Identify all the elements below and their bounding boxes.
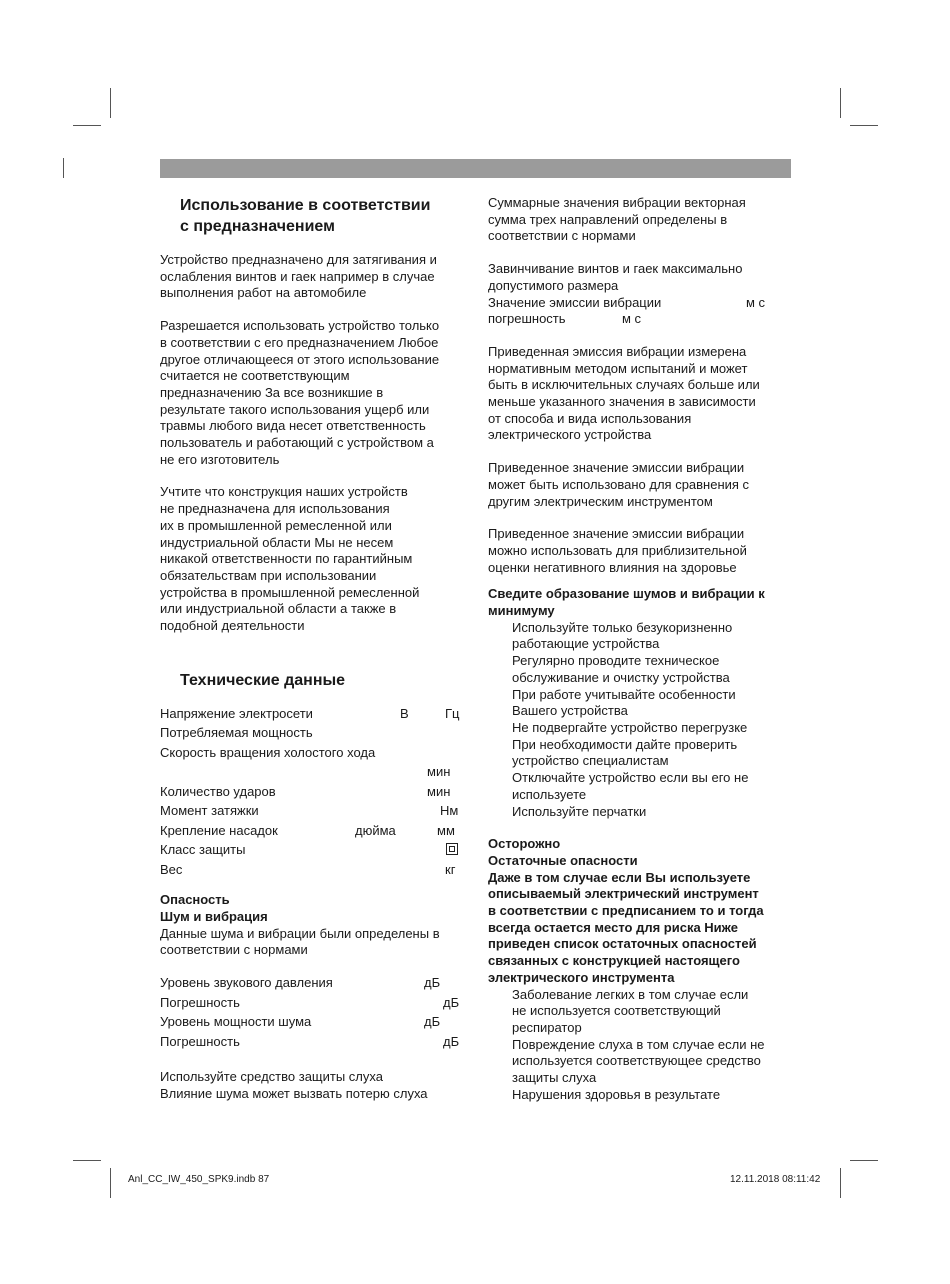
vibration-measurement-note: Приведенная эмиссия вибрации измерена нормативным методом испытаний и может быть в исключительных случаях больше или меньше указанного значения в зависимости от способа и вида использования электрического устройства: [488, 343, 760, 443]
list-item: работающие устройства: [512, 636, 660, 652]
paragraph-industrial-use: Учтите что конструкция наших устройств не предназначена для использования их в промышленной ремесленной или индустриальной области Мы не несем никакой ответственности по гарантийным обязательствам при использовании устройства в промышленной ремесленной или индустриальной области а также в подобной деятельности: [160, 484, 420, 634]
table-row: мин: [427, 764, 451, 780]
table-row: Скорость вращения холостого хода: [160, 744, 376, 760]
list-item: При работе учитывайте особенности: [512, 686, 736, 702]
footer-timestamp: 12.11.2018 08:11:42: [730, 1174, 821, 1185]
list-item: Используйте перчатки: [512, 803, 647, 819]
list-item: защиты слуха: [512, 1070, 597, 1086]
vibration-values: Завинчивание винтов и гаек максимально допустимого размера Значение эмиссии вибрации м с погрешность м с: [488, 261, 766, 327]
vibration-comparison-note: Приведенное значение эмиссии вибрации может быть использовано для сравнения с другим электрическим инструментом: [488, 460, 750, 509]
list-item: не используется соответствующий: [512, 1003, 721, 1019]
list-item: Заболевание легких в том случае если: [512, 986, 749, 1002]
minimize-heading: Сведите образование шумов и вибрации к минимуму: [488, 586, 765, 619]
table-row: Уровень мощности шума дБ: [160, 1014, 441, 1030]
list-item: При необходимости дайте проверить: [512, 736, 738, 752]
list-item: используется соответствующее средство: [512, 1053, 761, 1069]
table-row: Количество ударов мин: [160, 783, 451, 799]
list-item: обслуживание и очистку устройства: [512, 669, 730, 685]
table-row: Крепление насадок дюйма мм: [160, 822, 455, 838]
crop-mark: [840, 88, 841, 118]
table-row: Погрешность дБ: [160, 1033, 460, 1049]
table-row: Вес кг: [160, 861, 456, 877]
paragraph-permitted-use: Разрешается использовать устройство только в соответствии с его предназначением Любое другое отличающееся от этого использование считается не соответствующим предназначению За все возникшие в результате такого использования ущерб или травмы любого вида несет ответственность пользователь и работающий с устройством а не его изготовитель: [160, 318, 440, 467]
list-item: Отключайте устройство если вы его не: [512, 770, 749, 786]
vibration-summary: Суммарные значения вибрации векторная сумма трех направлений определены в соответствии с нормами: [488, 195, 746, 244]
list-item: Нарушения здоровья в результате: [512, 1086, 721, 1102]
table-row: Момент затяжки Нм: [160, 803, 459, 819]
header-bar: [160, 159, 791, 178]
list-item: Вашего устройства: [512, 703, 628, 719]
caution-label: Осторожно: [488, 836, 561, 852]
table-row: Потребляемая мощность: [160, 725, 313, 741]
table-row: Класс защиты: [160, 840, 470, 860]
protection-class-ii-icon: [446, 843, 458, 855]
residual-risks-list: [488, 987, 793, 1104]
crop-mark: [73, 125, 101, 126]
residual-risks-intro: Даже в том случае если Вы используете описываемый электрический инструмент в соответствии с предписанием то и тогда всегда остается место для риска Ниже приведен список остаточных опасностей связанных с конструкцией настоящего электрического инструмента: [488, 869, 764, 985]
list-item: используете: [512, 786, 587, 802]
footer-file-name: Anl_CC_IW_450_SPK9.indb 87: [128, 1174, 270, 1185]
list-item: Регулярно проводите техническое: [512, 653, 720, 669]
list-item: Не подвергайте устройство перегрузке: [512, 719, 748, 735]
noise-intro: Данные шума и вибрации были определены в соответствии с нормами: [160, 925, 440, 958]
crop-mark: [73, 1160, 101, 1161]
section-heading-technical-data: Технические данные: [180, 671, 346, 689]
crop-mark: [110, 88, 111, 118]
list-item: Повреждение слуха в том случае если не: [512, 1036, 765, 1052]
technical-data-table: [160, 704, 470, 880]
crop-mark: [840, 1168, 841, 1198]
right-column: [488, 195, 793, 1103]
list-item: Используйте только безукоризненно: [512, 619, 733, 635]
list-item: респиратор: [512, 1019, 582, 1035]
noise-heading: Шум и вибрация: [160, 908, 268, 924]
crop-mark: [850, 1160, 878, 1161]
left-column: [160, 195, 470, 1102]
list-item: устройство специалистам: [512, 753, 669, 769]
vibration-health-note: Приведенное значение эмиссии вибрации можно использовать для приблизительной оценки негативного влияния на здоровье: [488, 526, 747, 575]
residual-risks-heading: Остаточные опасности: [488, 852, 638, 868]
crop-mark: [110, 1168, 111, 1198]
table-row: Погрешность дБ: [160, 994, 460, 1010]
crop-mark: [63, 158, 64, 178]
table-row: Уровень звукового давления дБ: [160, 975, 441, 991]
danger-label: Опасность: [160, 892, 230, 908]
hearing-protection-note: Используйте средство защиты слуха Влияние шума может вызвать потерю слуха: [160, 1069, 428, 1101]
paragraph-purpose: Устройство предназначено для затягивания и ослабления винтов и гаек например в случае выполнения работ на автомобиле: [160, 252, 437, 301]
section-heading-intended-use: Использование в соответствии с предназначением: [180, 197, 431, 235]
minimize-list: [488, 620, 793, 820]
table-row: Напряжение электросети В Гц: [160, 705, 460, 721]
noise-table: [160, 973, 470, 1051]
crop-mark: [850, 125, 878, 126]
